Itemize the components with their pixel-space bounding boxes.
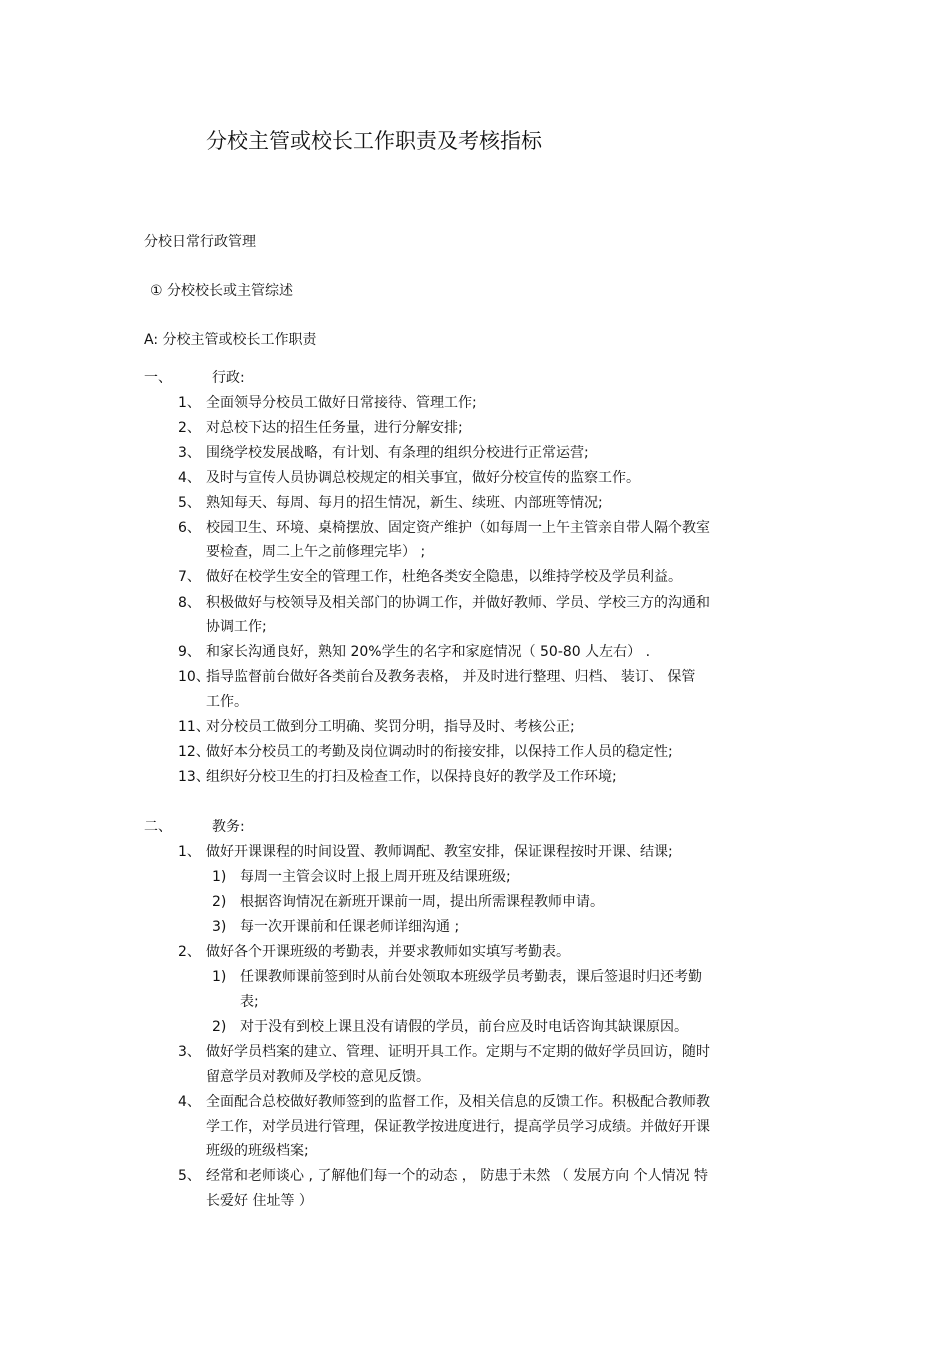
teaching-item-text-continued: 留意学员对教师及学校的意见反馈。 [206, 1069, 430, 1085]
admin-item-number: 7、 [178, 569, 201, 585]
admin-item-number: 4、 [178, 470, 201, 486]
teaching-subitem-text: 任课教师课前签到时从前台处领取本班级学员考勤表，课后签退时归还考勤 [240, 969, 702, 985]
admin-item-text-continued: 工作。 [206, 694, 248, 710]
admin-item-number: 13、 [178, 769, 210, 785]
admin-item-text: 对总校下达的招生任务量，进行分解安排; [206, 420, 463, 436]
admin-item-number: 6、 [178, 520, 201, 536]
teaching-item-number: 5、 [178, 1168, 201, 1184]
teaching-item-text-continued: 班级的班级档案; [206, 1143, 309, 1159]
admin-item-text: 组织好分校卫生的打扫及检查工作，以保持良好的教学及工作环境; [206, 769, 617, 785]
teaching-section-heading: 教务: [212, 819, 245, 835]
teaching-subitem-number: 1) [212, 969, 227, 985]
admin-item-text: 指导监督前台做好各类前台及教务表格， 并及时进行整理、归档、 装订、 保管 [206, 669, 696, 685]
teaching-subitem-text: 每一次开课前和任课老师详细沟通 ; [240, 919, 460, 935]
teaching-item-text: 做好学员档案的建立、管理、证明开具工作。定期与不定期的做好学员回访，随时 [206, 1044, 710, 1060]
admin-item-text: 和家长沟通良好，熟知 20%学生的名字和家庭情况（ 50-80 人左右） . [206, 644, 651, 660]
teaching-subitem-number: 1) [212, 869, 227, 885]
teaching-item-number: 2、 [178, 944, 201, 960]
admin-section-heading: 行政: [212, 370, 245, 386]
teaching-subitem-text: 根据咨询情况在新班开课前一周，提出所需课程教师申请。 [240, 894, 604, 910]
admin-item-number: 2、 [178, 420, 201, 436]
teaching-subitem-text-continued: 表; [240, 994, 259, 1010]
subsection-heading: ① 分校校长或主管综述 [150, 283, 294, 299]
admin-item-number: 10、 [178, 669, 210, 685]
admin-item-number: 9、 [178, 644, 201, 660]
admin-item-text: 做好本分校员工的考勤及岗位调动时的衔接安排，以保持工作人员的稳定性; [206, 744, 673, 760]
teaching-item-text: 做好开课课程的时间设置、教师调配、教室安排，保证课程按时开课、结课; [206, 844, 673, 860]
teaching-section-number: 二、 [144, 819, 172, 835]
admin-item-number: 12、 [178, 744, 210, 760]
admin-item-text: 积极做好与校领导及相关部门的协调工作，并做好教师、学员、学校三方的沟通和 [206, 595, 710, 611]
section-heading: 分校日常行政管理 [144, 234, 256, 250]
document-title: 分校主管或校长工作职责及考核指标 [206, 129, 542, 153]
admin-item-text: 对分校员工做到分工明确、奖罚分明，指导及时、考核公正; [206, 719, 575, 735]
admin-item-text: 做好在校学生安全的管理工作，杜绝各类安全隐患，以维持学校及学员利益。 [206, 569, 682, 585]
teaching-subitem-number: 3) [212, 919, 227, 935]
admin-item-text: 熟知每天、每周、每月的招生情况，新生、续班、内部班等情况; [206, 495, 603, 511]
admin-item-text-continued: 协调工作; [206, 619, 267, 635]
teaching-item-number: 4、 [178, 1094, 201, 1110]
teaching-item-text: 做好各个开课班级的考勤表，并要求教师如实填写考勤表。 [206, 944, 570, 960]
admin-item-number: 5、 [178, 495, 201, 511]
teaching-item-number: 3、 [178, 1044, 201, 1060]
teaching-item-text: 全面配合总校做好教师签到的监督工作，及相关信息的反馈工作。积极配合教师教 [206, 1094, 710, 1110]
admin-section-number: 一、 [144, 370, 172, 386]
admin-item-number: 1、 [178, 395, 201, 411]
admin-item-text-continued: 要检查，周二上午之前修理完毕） ; [206, 544, 426, 560]
teaching-subitem-text: 对于没有到校上课且没有请假的学员，前台应及时电话咨询其缺课原因。 [240, 1019, 688, 1035]
teaching-item-number: 1、 [178, 844, 201, 860]
admin-item-number: 8、 [178, 595, 201, 611]
teaching-subitem-text: 每周一主管会议时上报上周开班及结课班级; [240, 869, 511, 885]
teaching-subitem-number: 2) [212, 1019, 227, 1035]
part-a-heading: A: 分校主管或校长工作职责 [144, 332, 317, 348]
admin-item-number: 3、 [178, 445, 201, 461]
admin-item-number: 11、 [178, 719, 210, 735]
admin-item-text: 及时与宣传人员协调总校规定的相关事宜，做好分校宣传的监察工作。 [206, 470, 640, 486]
teaching-item-text: 经常和老师谈心 , 了解他们每一个的动态 ， 防患于未然 （ 发展方向 个人情况 特 [206, 1168, 709, 1184]
teaching-subitem-number: 2) [212, 894, 227, 910]
teaching-item-text-continued: 长爱好 住址等 ） [206, 1193, 313, 1209]
admin-item-text: 全面领导分校员工做好日常接待、管理工作; [206, 395, 477, 411]
admin-item-text: 校园卫生、环境、桌椅摆放、固定资产维护（如每周一上午主管亲自带人隔个教室 [206, 520, 710, 536]
admin-item-text: 围绕学校发展战略，有计划、有条理的组织分校进行正常运营; [206, 445, 589, 461]
teaching-item-text-continued: 学工作，对学员进行管理，保证教学按进度进行，提高学员学习成绩。并做好开课 [206, 1119, 710, 1135]
